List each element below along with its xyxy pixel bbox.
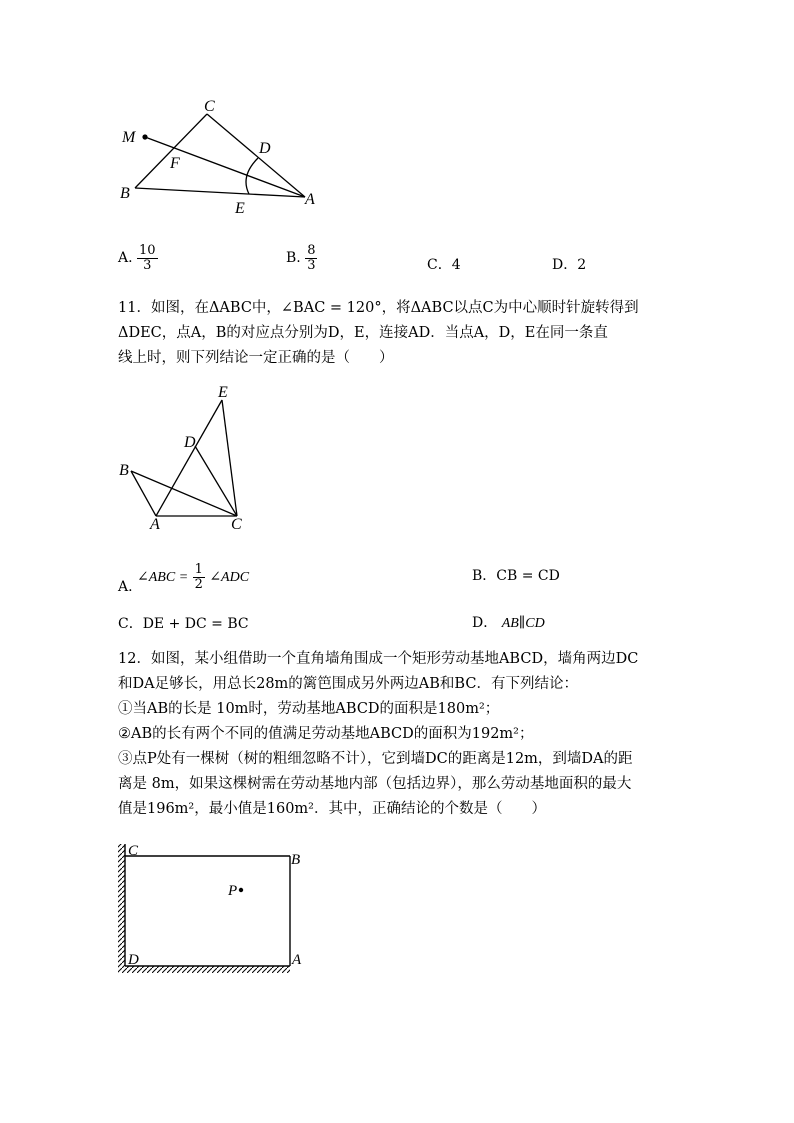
q11-option-c[interactable]: C．DE + DC = BC — [118, 616, 249, 632]
q12-line-3: ①当AB的长是 10m时，劳动基地ABCD的面积是180m²； — [118, 701, 500, 717]
segment-BC — [131, 471, 237, 516]
option-d-expr: AB∥CD — [501, 616, 545, 631]
q12-line-6: 离是 8m，如果这棵树需在劳动基地内部（包括边界），那么劳动基地面积的最大 — [118, 776, 632, 792]
q12-line-7: 值是196m²，最小值是160m²．其中，正确结论的个数是（ ） — [118, 801, 546, 817]
q11-option-d[interactable] — [472, 612, 545, 632]
option-b-fraction: $\frac{8}{3}$ — [307, 243, 316, 273]
label-F: F — [170, 155, 180, 172]
wall-DA-hatch — [118, 966, 290, 973]
q11-question — [118, 296, 678, 371]
segment-MA — [145, 137, 305, 197]
q10-option-d[interactable]: D．2 — [552, 257, 587, 273]
q10-option-c[interactable]: C．4 — [427, 257, 461, 273]
label-C: C — [204, 98, 215, 115]
q12-line-5: ③点P处有一棵树（树的粗细忽略不计），它到墙DC的距离是12m，到墙DA的距 — [118, 751, 633, 767]
option-a-label: A. — [118, 579, 133, 596]
q11-option-a[interactable] — [118, 563, 249, 595]
segment-AE — [156, 400, 222, 516]
label-E: E — [218, 384, 228, 401]
option-a-label: A. — [118, 250, 133, 267]
label-C: C — [128, 843, 139, 859]
q12-line-1: 12．如图，某小组借助一个直角墙角围成一个矩形劳动基地ABCD，墙角两边DC — [118, 651, 639, 667]
option-a-expr-left: ∠ABC = — [137, 570, 189, 586]
q11-rotation-figure — [110, 383, 260, 533]
segment-EC — [222, 400, 237, 516]
label-C: C — [231, 516, 242, 533]
label-B: B — [119, 462, 129, 479]
label-M: M — [122, 129, 136, 146]
q10-triangle-figure — [110, 92, 330, 222]
label-E: E — [235, 200, 245, 217]
q11-line-2: ΔDEC，点A，B的对应点分别为D，E，连接AD．当点A，D，E在同一条直 — [118, 325, 608, 341]
segment-CA — [207, 114, 305, 197]
label-A: A — [305, 191, 315, 208]
q12-question — [118, 647, 678, 822]
option-a-fraction: $\frac{1}{2}$ — [194, 562, 203, 592]
segment-BA — [135, 188, 305, 197]
label-B: B — [120, 185, 130, 202]
option-a-fraction: $\frac{10}{3}$ — [139, 243, 156, 273]
option-a-expr-right: ∠ADC — [209, 570, 250, 586]
q10-option-b[interactable] — [286, 244, 317, 272]
label-P: P — [228, 883, 238, 899]
q11-line-1: 11．如图，在ΔABC中，∠BAC = 120°，将ΔABC以点C为中心顺时针旋转得到 — [118, 300, 639, 316]
option-b-label: B. — [286, 250, 301, 267]
label-B: B — [291, 852, 301, 868]
label-D: D — [184, 434, 196, 451]
label-D: D — [259, 140, 271, 157]
point-M-dot — [142, 134, 147, 139]
q11-line-3: 线上时，则下列结论一定正确的是（ ） — [118, 350, 394, 366]
segment-BA — [131, 471, 156, 516]
label-D: D — [128, 952, 139, 968]
q12-rectangle-figure — [112, 838, 312, 978]
q10-option-a[interactable] — [118, 244, 158, 272]
label-A: A — [150, 516, 160, 533]
tree-P-dot — [239, 888, 243, 892]
option-d-label: D． — [472, 615, 498, 631]
q12-line-4: ②AB的长有两个不同的值满足劳动基地ABCD的面积为192m²； — [118, 726, 534, 742]
wall-DC-hatch — [118, 844, 125, 966]
segment-DC — [195, 446, 237, 516]
segment-CB — [135, 114, 207, 188]
label-A: A — [292, 952, 302, 968]
q11-option-b[interactable]: B．CB = CD — [472, 568, 560, 584]
q12-line-2: 和DA足够长，用总长28m的篱笆围成另外两边AB和BC．有下列结论： — [118, 676, 578, 692]
